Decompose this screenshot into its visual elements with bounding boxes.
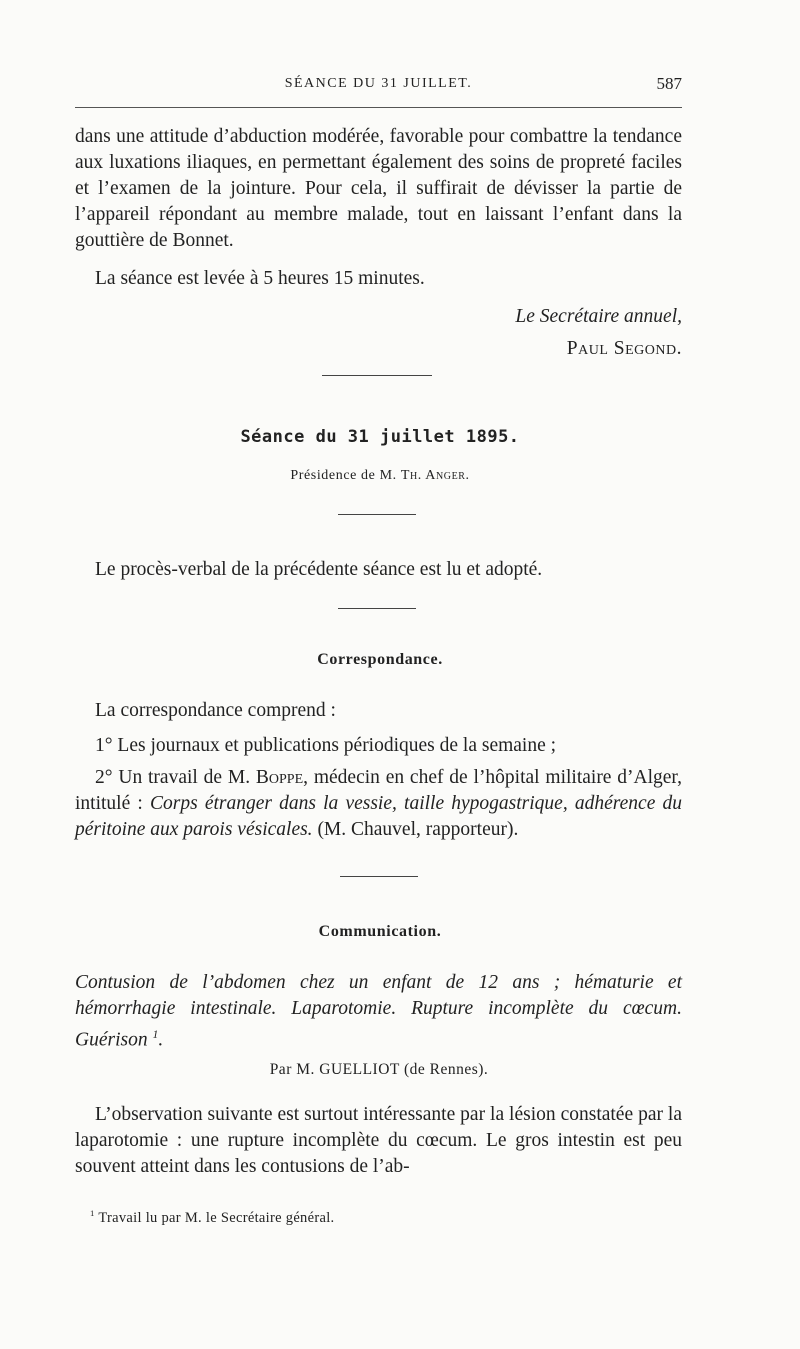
separator-rule [338,514,416,515]
communication-heading: Communication. [318,923,442,940]
item2-prefix: 2° Un travail de M. [95,767,251,788]
continuation-paragraph: dans une attitude d’abduction modérée, favorable pour combattre la tendance aux luxations iliaques, en permettant également des soins de propreté faciles et l’examen de la jointure. Pour cela, il suffirait de dévisser la partie de l’appareil répondant au membre malade, tout en laissant l’enfant dans la gouttière de Bonnet. [75,126,682,251]
presidency-line [0,468,760,484]
author-line: Par M. GUELLIOT (de Rennes). [269,1061,489,1078]
footnote-marker: 1 [90,1208,95,1218]
footnote-ref: 1 [152,1028,159,1041]
communication-body: L’observation suivante est surtout intéressante par la lésion constatée par la laparotomie : une rupture incomplète du cœcum. Le gros intestin est peu souvent atteint dans les contusions de l’ab- [75,1104,682,1177]
running-header [75,72,682,96]
presidency-name: Th. Anger. [400,468,470,483]
page-number: 587 [656,74,682,93]
correspondence-heading: Correspondance. [317,651,443,668]
correspondence-item-1: 1° Les journaux et publications périodiques de la semaine ; [95,735,557,756]
item2-work-title: Corps étranger dans la vessie, taille hypogastrique, adhérence du péritoine aux parois vésicales. [75,793,682,840]
separator-rule [322,375,432,376]
presidency-prefix: Présidence de M. [290,468,397,483]
correspondence-intro: La correspondance comprend : [95,700,336,721]
item2-text: , médecin en chef de l’hôpital militaire d’Alger, intitulé : [75,767,683,814]
item2-rapporteur: (M. Chauvel, rapporteur). [317,819,519,840]
header-rule [75,107,682,108]
signature-role: Le Secrétaire annuel, [515,306,682,327]
communication-title: Contusion de l’abdomen chez un enfant de 12 ans ; hématurie et hémorrhagie intestinale. Laparotomie. Rupture incomplète du cœcum. Guérison $^1$. [75,972,682,1051]
running-title: SÉANCE DU 31 JUILLET. [284,76,473,91]
session-title: Séance du 31 juillet 1895. [240,427,520,447]
separator-rule [340,876,418,877]
item2-author: Boppe [255,767,304,788]
footnote-text: Travail lu par M. le Secrétaire général. [98,1209,335,1226]
communication-title-text: Contusion de l’abdomen chez un enfant de 12 ans ; hématurie et hémorrhagie intestinale. Laparotomie. Rupture incomplète du cœcum. Guérison [75,972,682,1051]
minutes-paragraph: Le procès-verbal de la précédente séance est lu et adopté. [95,559,543,580]
correspondence-item-2 [75,765,682,843]
separator-rule [338,608,416,609]
closing-paragraph: La séance est levée à 5 heures 15 minutes. [95,268,425,289]
footnote [90,1208,334,1227]
signature-name: Paul Segond. [566,338,682,359]
